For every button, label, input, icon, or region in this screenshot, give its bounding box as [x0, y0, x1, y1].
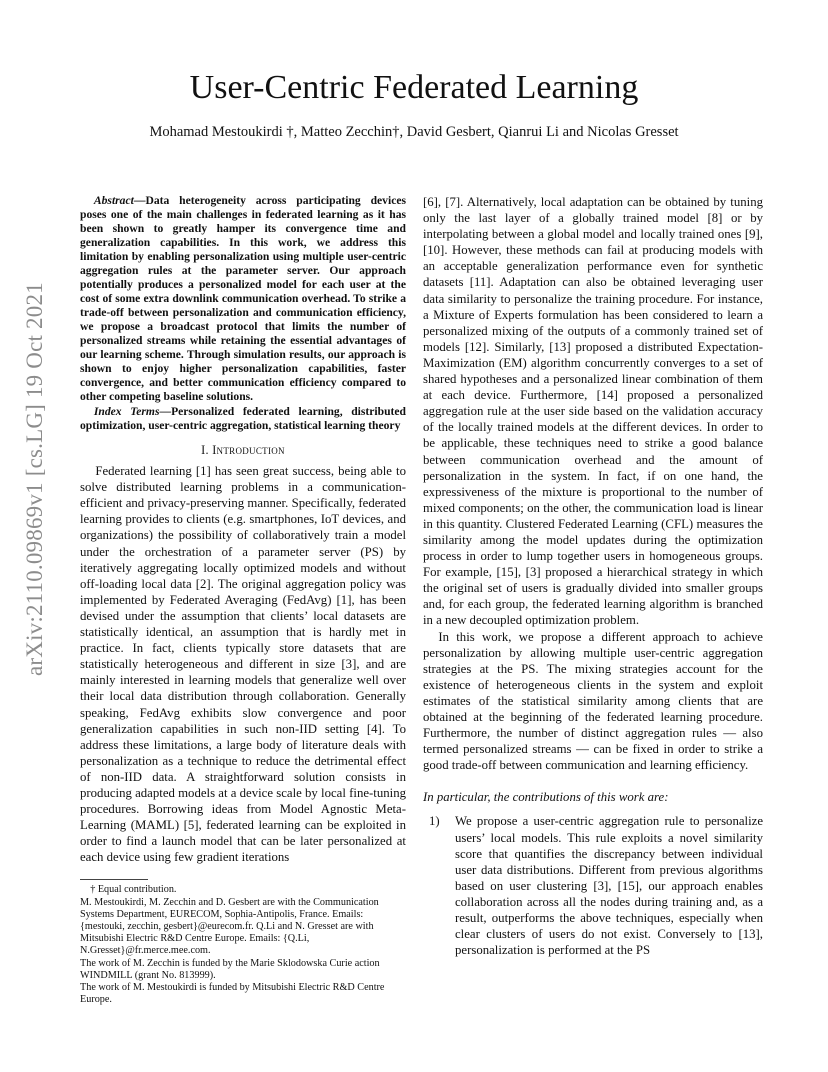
right-paragraph-2: In this work, we propose a different approach to achieve personalization by allowing multiple user-centric aggregation strategies at the PS. The mixing strategies account for the existence of heterogeneous clients in the system and exploit estimates of the statistical similarity among clients that are obtained at the beginning of the federated learning procedure. Furthermore, the number of distinct aggregation rules — also termed personalized streams — can be fixed in order to strike a good trade-off between communication and learning efficiency.: [423, 629, 763, 773]
author-list: Mohamad Mestoukirdi †, Matteo Zecchin†, David Gesbert, Qianrui Li and Nicolas Gresset: [149, 124, 679, 140]
section-number: I.: [201, 443, 213, 457]
left-column: [80, 194, 406, 1006]
abstract: [80, 194, 406, 404]
intro-paragraph-1: Federated learning [1] has seen great success, being able to solve distributed learning problems in a communication-efficient and privacy-preserving manner. Specifically, federated learning provides to clients (e.g. smartphones, IoT devices, and organizations) the possibility of collaboratively train a model under the orchestration of a parameter server (PS) by iteratively aggregating locally optimized models and without off-loading local data [2]. The original aggregation policy was implemented by Federated Averaging (FedAvg) [1], has been devised under the assumption that clients’ local datasets are statistically identical, an assumption that is hardly met in practice. In fact, clients typically store datasets that are statistically heterogeneous and different in size [3], and are mainly interested in learning models that generalize well over their local data distribution through collaboration. Generally speaking, FedAvg exhibits slow convergence and poor generalization capabilities in such non-IID setting [4]. To address these limitations, a large body of literature deals with personalization as a technique to reduce the detrimental effect of non-IID data. A straightforward solution consists in producing adapted models at a device scale by local fine-tuning procedures. Borrowing ideas from Model Agnostic Meta-Learning (MAML) [5], federated learning can be exploited in order to find a launch model that can be later personalized at each device using few gradient iterations: [80, 464, 406, 865]
footnote-equal-contribution: † Equal contribution.: [90, 884, 177, 896]
contribution-item-1: [423, 813, 763, 958]
contribution-item-number: 1): [429, 814, 440, 829]
right-column: [423, 194, 763, 958]
footnote-funding-mestoukirdi: The work of M. Mestoukirdi is funded by Mitsubishi Electric R&D Centre Europe.: [80, 982, 385, 1006]
contributions-intro-text: In particular, the contributions of this work are:: [423, 790, 669, 805]
arxiv-stamp: arXiv:2110.09869v1 [cs.LG] 19 Oct 2021: [22, 282, 47, 676]
footnote-affiliations: M. Mestoukirdi, M. Zecchin and D. Gesbert are with the Communication Systems Department, EURECOM, Sophia-Antipolis, France. Emails: {mestouki, zecchin, gesbert}@eurecom.fr. Q.Li and N. Gresset are with Mitsubishi Electric R&D Centre Europe. Emails: {Q.Li, N.Gresset}@fr.merce.mee.com.: [80, 896, 379, 957]
paper-title: User-Centric Federated Learning: [189, 69, 639, 106]
contribution-item-text: We propose a user-centric aggregation rule to personalize users’ local models. This rule exploits a novel similarity score that quantifies the discrepancy between individual user data distributions. Different from previous algorithms based on user clustering [3], [15], our approach enables collaboration across all the nodes during training and, as a result, outperforms the above techniques, especially when clear clusters of users do not exist. Conversely to [13], personalization is performed at the PS: [455, 814, 763, 958]
abstract-lead: Abstract: [93, 194, 134, 207]
footnote-funding-zecchin: The work of M. Zecchin is funded by the Marie Sklodowska Curie action WINDMILL (grant No. 813999).: [80, 957, 380, 981]
index-terms-lead: Index Terms: [93, 405, 160, 418]
right-paragraph-1: [6], [7]. Alternatively, local adaptation can be obtained by tuning only the last layer of a globally trained model [8] or by interpolating between a global model and locally trained ones [9], [10]. However, these methods can fail at producing models with an acceptable generalization performance even for synthetic datasets [11]. Adaptation can also be obtained leveraging user data similarity to personalize the training procedure. For instance, a Mixture of Experts formulation has been considered to learn a personalized mixing of the outputs of a commonly trained set of models [12]. Similarly, [13] proposed a distributed Expectation-Maximization (EM) algorithm concurrently converges to a set of shared hypotheses and a personalized linear combination of them at each device. Furthermore, [14] proposed a personalized aggregation rule at the user side based on the validation accuracy of the locally trained models at the different devices. In order to be applicable, these techniques need to strike a good balance between communication overhead and the amount of personalization in the system. In fact, if on one hand, the expressiveness of the mixture is proportional to the number of mixed components; on the other, the communication load is linear in this quantity. Clustered Federated Learning (CFL) measures the similarity among the model updates during the optimization process in order to lump together users in homogeneous groups. For example, [15], [3] proposed a hierarchical strategy in which the original set of users is gradually divided into smaller groups and, for each group, the federated learning algorithm is branched in a new decoupled optimization problem.: [423, 195, 763, 628]
section-heading-introduction: [80, 442, 406, 458]
index-terms-body: —Personalized federated learning, distributed optimization, user-centric aggregation, statistical learning theory: [80, 405, 406, 432]
footnotes: [80, 884, 406, 1006]
index-terms: [80, 405, 406, 433]
section-title: Introduction: [212, 443, 285, 457]
abstract-body: —Data heterogeneity across participating devices poses one of the main challenges in federated learning as it has been shown to greatly hamper its convergence time and generalization capabilities. In this work, we address this limitation by enabling personalization using multiple user-centric aggregation rules at the parameter server. Our approach potentially produces a personalized model for each user at the cost of some extra downlink communication overhead. To strike a trade-off between personalization and communication efficiency, we propose a broadcast protocol that limits the number of personalized streams while retaining the essential advantages of our learning scheme. Through simulation results, our approach is shown to enjoy higher personalization capabilities, faster convergence, and better communication efficiency compared to other competing baseline solutions.: [80, 194, 406, 403]
contributions-intro: [423, 789, 763, 805]
footnote-rule: [80, 879, 148, 880]
